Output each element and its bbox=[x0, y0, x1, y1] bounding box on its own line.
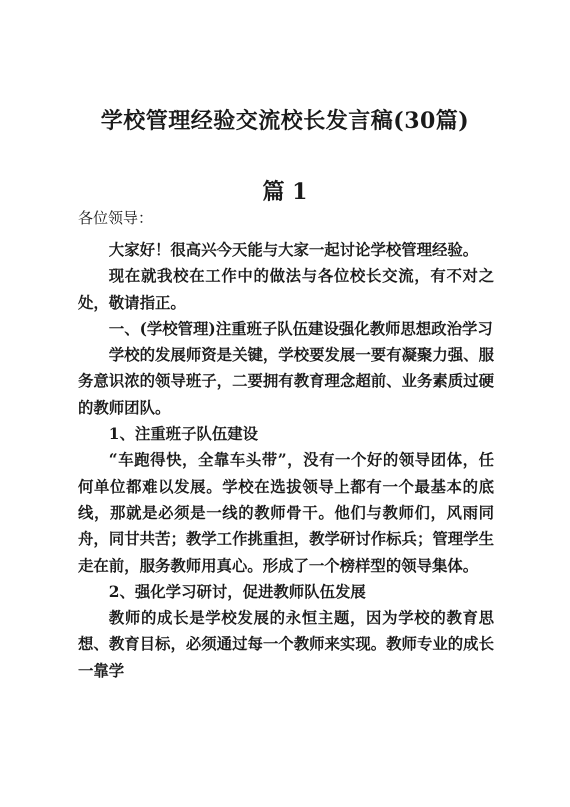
heading-paragraph: 一、(学校管理)注重班子队伍建设强化教师思想政治学习 bbox=[108, 319, 493, 338]
paragraph: 现在就我校在工作中的做法与各位校长交流，有不对之处，敬请指正。 bbox=[78, 267, 494, 312]
document-title: 学校管理经验交流校长发言稿(30篇) bbox=[100, 108, 470, 134]
body-text bbox=[78, 237, 494, 684]
paragraph: 学校的发展师资是关键，学校要发展一要有凝聚力强、服务意识浓的领导班子，二要拥有教育理念超前、业务素质过硬的教师团队。 bbox=[78, 346, 494, 417]
subheading-paragraph: 1、注重班子队伍建设 bbox=[108, 425, 259, 444]
paragraph: 教师的成长是学校发展的永恒主题，因为学校的教育思想、教育目标，必须通过每一个教师来实现。教师专业的成长一靠学 bbox=[78, 609, 494, 680]
salutation: 各位领导： bbox=[78, 209, 154, 227]
section-title: 篇 1 bbox=[262, 179, 308, 205]
paragraph: “车跑得快，全靠车头带”，没有一个好的领导团体，任何单位都难以发展。学校在选拔领导上都有一个最基本的底线，那就是必须是一线的教师骨干。他们与教师们，风雨同舟，同甘共苦；教学工作挑重担，教学研讨作标兵；管理学生走在前，服务教师用真心。形成了一个榜样型的领导集体。 bbox=[78, 451, 494, 575]
subheading-paragraph: 2、强化学习研讨，促进教师队伍发展 bbox=[108, 582, 366, 601]
paragraph: 大家好！很高兴今天能与大家一起讨论学校管理经验。 bbox=[108, 241, 479, 259]
